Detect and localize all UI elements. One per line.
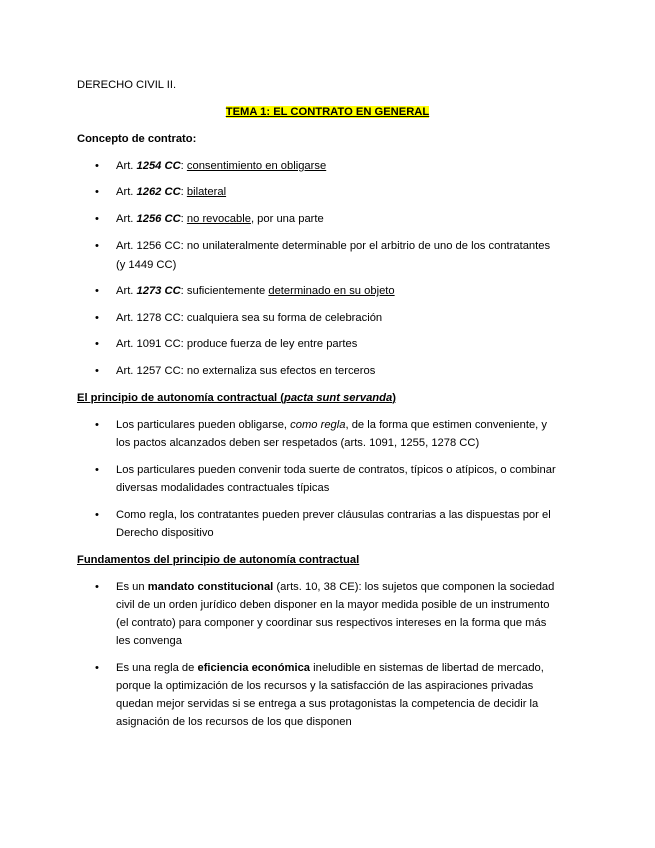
list-item-text: Art. 1091 CC: produce fuerza de ley entre partes bbox=[116, 338, 358, 350]
bullet-glyph: • bbox=[95, 338, 99, 350]
underlined-term: bilateral bbox=[186, 186, 227, 198]
list-item-text: Art. 1262 CC: bilateral bbox=[116, 186, 227, 198]
section-heading-fundamentos: Fundamentos del principio de autonomía contractual bbox=[77, 554, 360, 566]
list-item-text: Art. 1257 CC: no externaliza sus efectos en terceros bbox=[116, 365, 376, 377]
bullet-glyph: • bbox=[95, 464, 99, 476]
underlined-term: consentimiento en obligarse bbox=[186, 160, 327, 172]
list-item-text-cont: Derecho dispositivo bbox=[116, 527, 214, 539]
list-item-text: Art. 1256 CC: no revocable, por una parte bbox=[116, 213, 324, 225]
underlined-term: no revocable bbox=[186, 213, 251, 225]
article-ref: 1256 CC bbox=[136, 213, 181, 225]
bullet-glyph: • bbox=[95, 509, 99, 521]
title-line bbox=[0, 103, 655, 121]
list-item-text: Como regla, los contratantes pueden prever cláusulas contrarias a las dispuestas por el bbox=[116, 509, 551, 521]
article-ref: 1254 CC bbox=[136, 160, 181, 172]
list-item-text: Art. 1278 CC: cualquiera sea su forma de celebración bbox=[116, 312, 383, 324]
bullet-glyph: • bbox=[95, 186, 99, 198]
list-item-text: Los particulares pueden obligarse, como regla, de la forma que estimen conveniente, y bbox=[116, 419, 547, 431]
underlined-term: determinado en su objeto bbox=[268, 285, 395, 297]
list-item-text-cont: les convenga bbox=[116, 635, 182, 647]
list-item-text: Art. 1254 CC: consentimiento en obligarse bbox=[116, 160, 327, 172]
list-item-text: Art. 1256 CC: no unilateralmente determinable por el arbitrio de uno de los contratantes bbox=[116, 240, 551, 252]
list-item-text-cont: porque la optimización de los recursos y la satisfacción de las aspiraciones privadas bbox=[116, 680, 534, 692]
bullet-glyph: • bbox=[95, 365, 99, 377]
bullet-glyph: • bbox=[95, 662, 99, 674]
bullet-glyph: • bbox=[95, 213, 99, 225]
page-title: TEMA 1: EL CONTRATO EN GENERAL bbox=[225, 106, 430, 118]
list-item-text: Es un mandato constitucional (arts. 10, 38 CE): los sujetos que componen la sociedad bbox=[116, 581, 555, 593]
article-ref: 1273 CC bbox=[136, 285, 181, 297]
list-item-text: Es una regla de eficiencia económica ineludible en sistemas de libertad de mercado, bbox=[116, 662, 544, 674]
list-item-text-cont: civil de un orden jurídico deben disponer en la mayor medida posible de un instrumento bbox=[116, 599, 550, 611]
list-item-text-cont: (y 1449 CC) bbox=[116, 259, 177, 271]
bullet-glyph: • bbox=[95, 581, 99, 593]
list-item-text-cont: los pactos alcanzados deben ser respetados (arts. 1091, 1255, 1278 CC) bbox=[116, 437, 480, 449]
bullet-glyph: • bbox=[95, 160, 99, 172]
list-item-text-cont: asignación de los recursos de los que disponen bbox=[116, 716, 352, 728]
article-ref: 1262 CC bbox=[136, 186, 181, 198]
bullet-glyph: • bbox=[95, 419, 99, 431]
bullet-glyph: • bbox=[95, 312, 99, 324]
list-item-text-cont: quedan mejor servidas si se entrega a sus protagonistas la competencia de decidir la bbox=[116, 698, 539, 710]
list-item-text: Los particulares pueden convenir toda suerte de contratos, típicos o atípicos, o combinar bbox=[116, 464, 556, 476]
list-item-text: Art. 1273 CC: suficientemente determinado en su objeto bbox=[116, 285, 395, 297]
list-item-text-cont: (el contrato) para componer y coordinar sus respectivos intereses en la forma que más bbox=[116, 617, 547, 629]
bullet-glyph: • bbox=[95, 285, 99, 297]
bullet-glyph: • bbox=[95, 240, 99, 252]
section-heading-principio: El principio de autonomía contractual (pacta sunt servanda) bbox=[77, 392, 396, 404]
section-heading-concepto: Concepto de contrato: bbox=[77, 133, 197, 145]
list-item-text-cont: diversas modalidades contractuales típicas bbox=[116, 482, 330, 494]
course-header: DERECHO CIVIL II. bbox=[77, 79, 177, 91]
